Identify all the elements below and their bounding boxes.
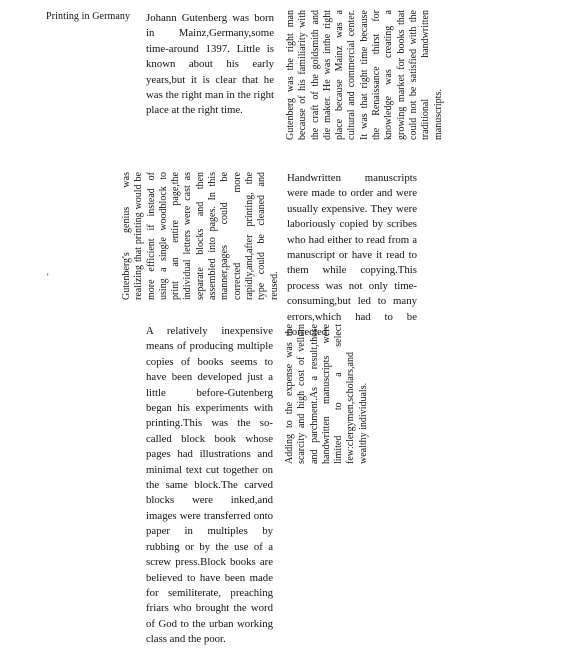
paragraph-right-man-wrapper	[285, 10, 444, 140]
margin-mark: '	[47, 272, 49, 282]
paragraph-gutenberg-birth: Johann Gutenberg was born in Mainz,Germany,some time-around 1397. Little is known about his early years,but it is clear that he was the right man in the right place at the right time.	[146, 12, 274, 117]
paragraph-genius-wrapper	[121, 172, 280, 300]
paragraph-block-book: A relatively inexpensive means of producing multiple copies of books seems to have been developed just a little before-Gutenberg began his experiments with printing.This was the so-called block book whose pages had illustrations and minimal text cut together on the same block.The carved blocks were inked,and images were transferred onto paper in multiples by rubbing or by the use of a screw press.Block books are believed to have been made for semiliterate, preaching friars who brought the word of God to the urban working class and the poor.	[146, 325, 273, 646]
section-label: Printing in Germany	[46, 11, 131, 22]
paragraph-right-man: Gutenberg was the right man because of his familiarity with the craft of the goldsmith and die maker. He was inthe right place because Mainz was a cultural and commercial center. It was that right time because the Renaissance thirst for knowledge was creating a growing market for books that could not be satisfied with the traditional handwritten manuscripts.	[285, 10, 444, 140]
paragraph-manuscripts: Handwritten manuscripts were made to order and were usually expensive. They were laboriously copied by scribes who had either to read from a manuscript or have it read to them while copying.This process was not only time-consuming,but led to many errors,which had to be corrected.	[287, 172, 417, 339]
paragraph-expense-wrapper	[284, 324, 369, 464]
paragraph-expense: Adding to the expense was the scarcity and high cost of vellum and parchment.As a result,these handwritten manuscripts were limited to a select few:clergymen,scholars,and wealthy individuals.	[284, 324, 369, 464]
paragraph-genius: Gutenberg's genius was realizing that printing would be more efficient if instead of using a single woodblock to print an entire page,the individual letters were cast as separate blocks and then assembled into pages. In this manner,pages could be corrected more rapidly,and,after printing, the type could be cleaned and reused.	[121, 172, 280, 300]
